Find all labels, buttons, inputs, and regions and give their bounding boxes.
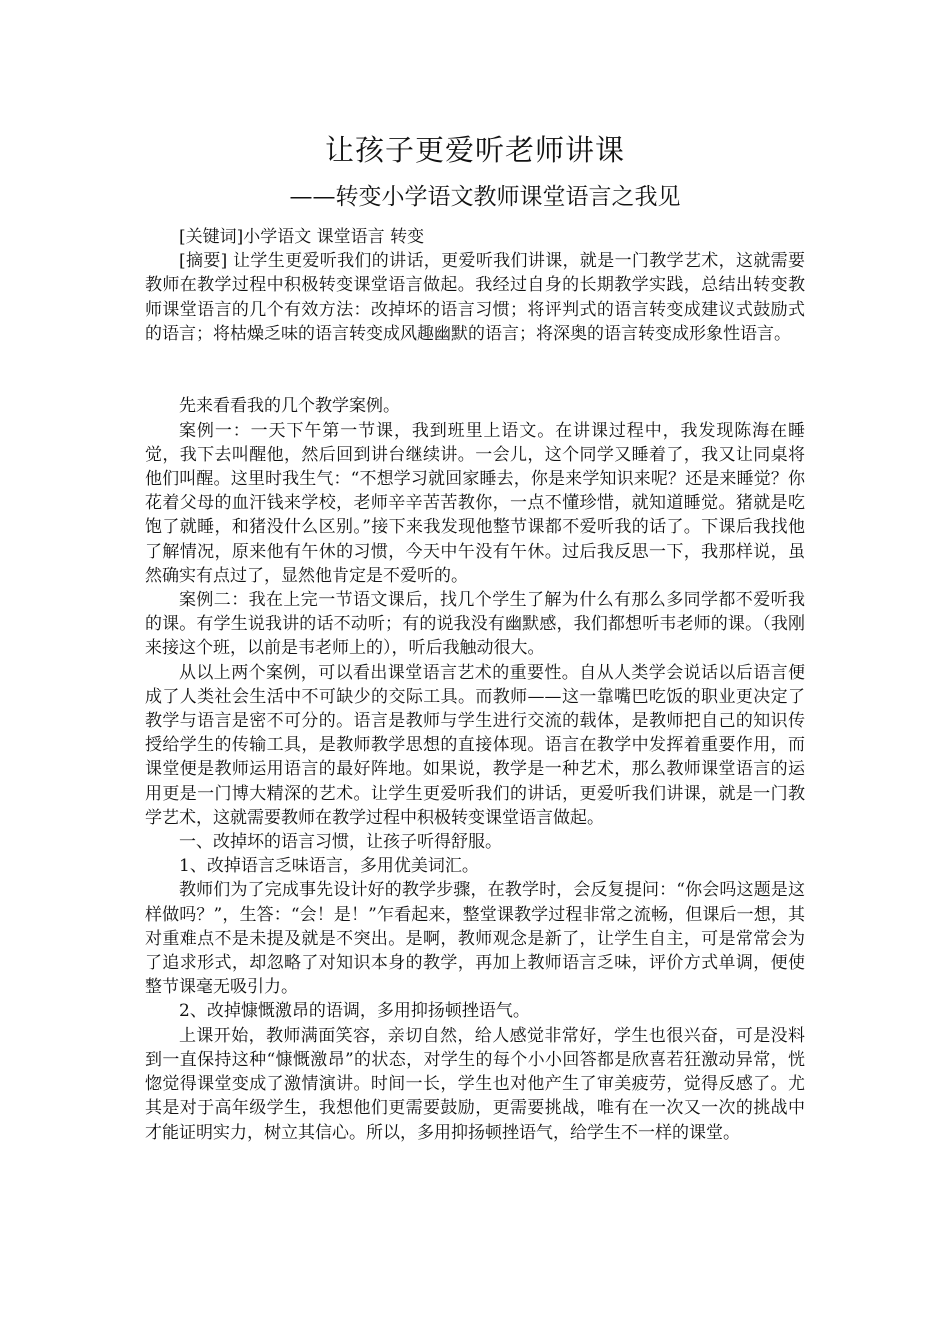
section-heading-one: 一、改掉坏的语言习惯，让孩子听得舒服。 [179, 832, 502, 853]
paragraph-subsection-one: 教师们为了完成事先设计好的教学步骤，在教学时，会反复提问：“你会吗这题是这样做吗？”，生答：“会！是！”乍看起来，整堂课教学过程非常之流畅，但课后一想，其对重难点不是未提及就是不突出。是啊，教师观念是新了，让学生自主，可是常常会为了追求形式，却忽略了对知识本身的教学，再加上教师语言乏味，评价方式单调，便使整节课毫无吸引力。 [145, 880, 805, 998]
subsection-heading-one: 1、改掉语言乏味语言，多用优美词汇。 [179, 856, 479, 877]
document-body [145, 225, 805, 1145]
subsection-heading-two: 2、改掉慷慨激昂的语调，多用抑扬顿挫语气。 [179, 1001, 530, 1022]
keywords-line: [关键词]小学语文 课堂语言 转变 [179, 227, 425, 247]
document-title: 让孩子更爱听老师讲课 [324, 133, 625, 167]
paragraph-subsection-two: 上课开始，教师满面笑容，亲切自然，给人感觉非常好，学生也很兴奋，可是没料到一直保持这种“慷慨激昂”的状态，对学生的每个小小回答都是欣喜若狂激动异常，恍惚觉得课堂变成了激情演讲。时间一长，学生也对他产生了审美疲劳，觉得反感了。尤其是对于高年级学生，我想他们更需要鼓励，更需要挑战，唯有在一次又一次的挑战中才能证明实力，树立其信心。所以，多用抑扬顿挫语气，给学生不一样的课堂。 [145, 1025, 805, 1143]
blank-line [145, 346, 805, 394]
document-subtitle: ——转变小学语文教师课堂语言之我见 [289, 184, 681, 210]
paragraph-intro: 先来看看我的几个教学案例。 [179, 396, 400, 417]
paragraph-analysis: 从以上两个案例，可以看出课堂语言艺术的重要性。自从人类学会说话以后语言便成了人类社会生活中不可缺少的交际工具。而教师——这一靠嘴巴吃饭的职业更决定了教学与语言是密不可分的。语言是教师与学生进行交流的载体，是教师把自己的知识传授给学生的传输工具，是教师教学思想的直接体现。语言在教学中发挥着重要作用，而课堂便是教师运用语言的最好阵地。如果说，教学是一种艺术，那么教师课堂语言的运用更是一门博大精深的艺术。让学生更爱听我们的讲话，更爱听我们讲课，就是一门教学艺术，这就需要教师在教学过程中积极转变课堂语言做起。 [145, 662, 805, 828]
paragraph-case-one: 案例一：一天下午第一节课，我到班里上语文。在讲课过程中，我发现陈海在睡觉，我下去叫醒他，然后回到讲台继续讲。一会儿，这个同学又睡着了，我又让同桌将他们叫醒。这里时我生气：“不想学习就回家睡去，你是来学知识来呢？还是来睡觉？你花着父母的血汗钱来学校，老师辛辛苦苦教你，一点不懂珍惜，就知道睡觉。猪就是吃饱了就睡，和猪没什么区别。”接下来我发现他整节课都不爱听我的话了。下课后我找他了解情况，原来他有午休的习惯，今天中午没有午休。过后我反思一下，我那样说，虽然确实有点过了，显然他肯定是不爱听的。 [145, 420, 805, 586]
abstract-paragraph: [摘要] 让学生更爱听我们的讲话，更爱听我们讲课，就是一门教学艺术，这就需要教师在教学过程中积极转变课堂语言做起。我经过自身的长期教学实践，总结出转变教师课堂语言的几个有效方法：改掉坏的语言习惯；将评判式的语言转变成建议式鼓励式的语言；将枯燥乏味的语言转变成风趣幽默的语言；将深奥的语言转变成形象性语言。 [145, 251, 805, 344]
paragraph-case-two: 案例二：我在上完一节语文课后，找几个学生了解为什么有那么多同学都不爱听我的课。有学生说我讲的话不动听；有的说我没有幽默感，我们都想听韦老师的课。（我刚来接这个班，以前是韦老师上的），听后我触动很大。 [145, 590, 805, 659]
